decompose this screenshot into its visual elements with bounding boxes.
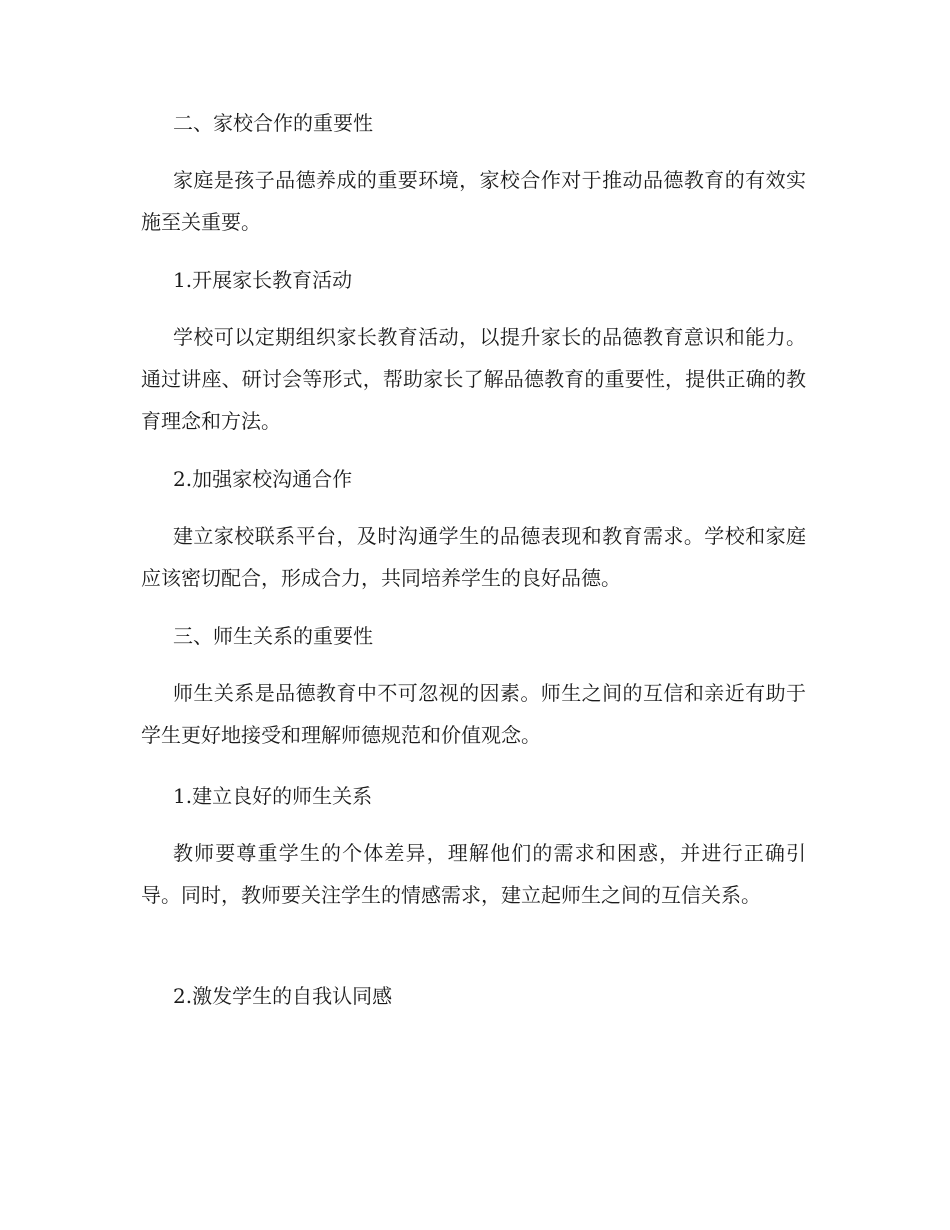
body-paragraph: 家庭是孩子品德养成的重要环境，家校合作对于推动品德教育的有效实施至关重要。 [141, 168, 806, 234]
subsection-heading: 1.建立良好的师生关系 [173, 784, 373, 808]
subsection-heading: 1.开展家长教育活动 [173, 268, 353, 292]
body-paragraph: 建立家校联系平台，及时沟通学生的品德表现和教育需求。学校和家庭应该密切配合，形成合力，共同培养学生的良好品德。 [141, 524, 806, 590]
body-paragraph: 教师要尊重学生的个体差异，理解他们的需求和困惑，并进行正确引导。同时，教师要关注学生的情感需求，建立起师生之间的互信关系。 [141, 841, 806, 907]
subsection-heading: 2.加强家校沟通合作 [173, 467, 353, 491]
subsection-heading: 2.激发学生的自我认同感 [173, 984, 393, 1008]
body-paragraph: 学校可以定期组织家长教育活动，以提升家长的品德教育意识和能力。通过讲座、研讨会等形式，帮助家长了解品德教育的重要性，提供正确的教育理念和方法。 [141, 325, 806, 433]
section-heading: 二、家校合作的重要性 [173, 111, 373, 135]
section-heading: 三、师生关系的重要性 [173, 624, 373, 648]
body-paragraph: 师生关系是品德教育中不可忽视的因素。师生之间的互信和亲近有助于学生更好地接受和理解师德规范和价值观念。 [141, 681, 806, 747]
